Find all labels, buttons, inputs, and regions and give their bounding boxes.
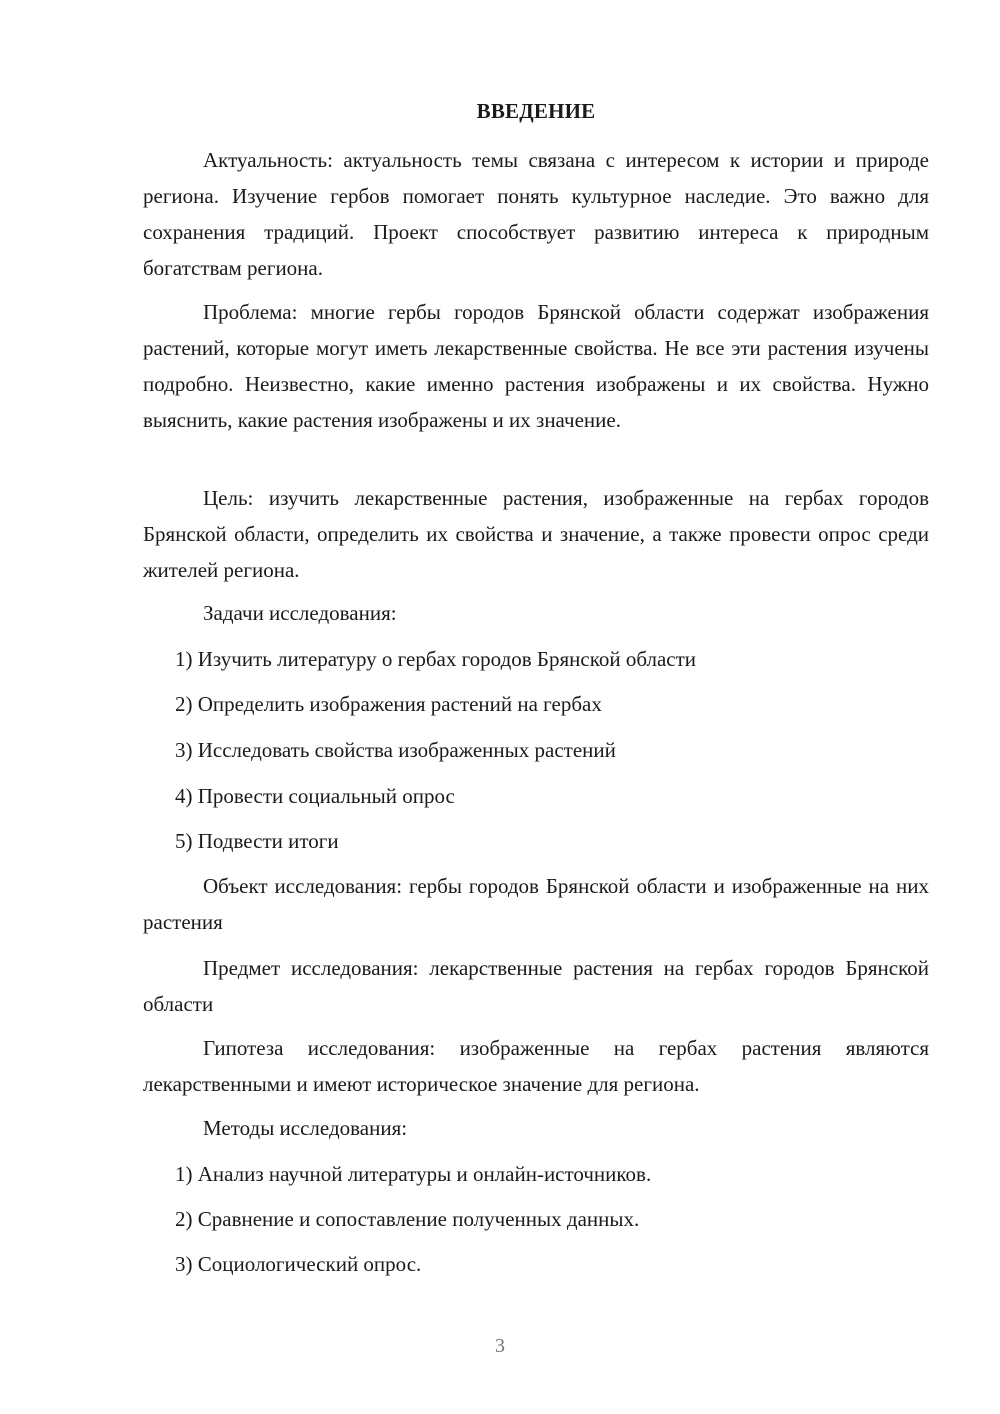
methods-label: Методы исследования: <box>203 1116 408 1140</box>
page-number: 3 <box>495 1335 505 1357</box>
subject-paragraph: Предмет исследования: лекарственные растения на гербах городов Брянской области <box>143 956 929 1016</box>
page-title: ВВЕДЕНИЕ <box>476 99 596 123</box>
task-item: 1) Изучить литературу о гербах городов Брянской области <box>175 647 697 671</box>
task-item: 3) Исследовать свойства изображенных растений <box>175 738 616 762</box>
task-item: 4) Провести социальный опрос <box>175 784 455 808</box>
method-item: 2) Сравнение и сопоставление полученных данных. <box>175 1207 640 1231</box>
task-item: 2) Определить изображения растений на гербах <box>175 692 602 716</box>
tasks-label: Задачи исследования: <box>203 601 397 625</box>
method-item: 1) Анализ научной литературы и онлайн-источников. <box>175 1162 652 1186</box>
method-item: 3) Социологический опрос. <box>175 1252 422 1276</box>
hypothesis-paragraph: Гипотеза исследования: изображенные на гербах растения являются лекарственными и имеют историческое значение для региона. <box>143 1036 929 1096</box>
goal-paragraph: Цель: изучить лекарственные растения, изображенные на гербах городов Брянской области, определить их свойства и значение, а также провести опрос среди жителей региона. <box>143 486 929 582</box>
relevance-paragraph: Актуальность: актуальность темы связана с интересом к истории и природе региона. Изучение гербов помогает понять культурное наследие. Это важно для сохранения традиций. Проект способствует развитию интереса к природным богатствам региона. <box>143 148 929 280</box>
object-paragraph: Объект исследования: гербы городов Брянской области и изображенные на них растения <box>143 874 929 934</box>
problem-paragraph: Проблема: многие гербы городов Брянской области содержат изображения растений, которые могут иметь лекарственные свойства. Не все эти растения изучены подробно. Неизвестно, какие именно растения изображены и их свойства. Нужно выяснить, какие растения изображены и их значение. <box>143 300 929 432</box>
task-item: 5) Подвести итоги <box>175 829 339 853</box>
